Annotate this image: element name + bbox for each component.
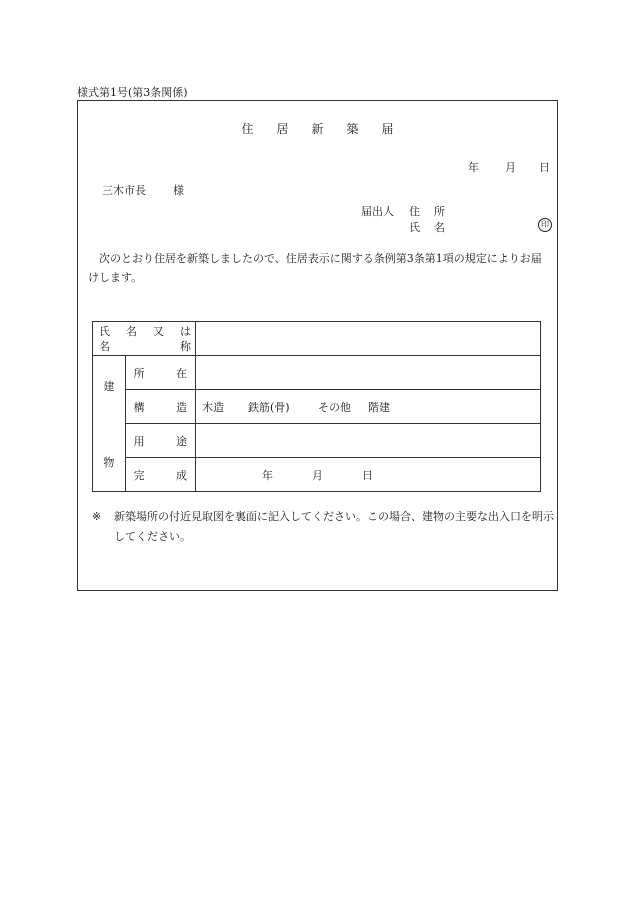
structure-field[interactable]: 木造 鉄筋(骨) その他 階建: [196, 390, 541, 424]
name-label-a: 氏: [409, 221, 420, 234]
note-mark: ※: [92, 510, 102, 523]
statement: 次のとおり住居を新築しましたので、住居表示に関する条例第3条第1項の規定によりお届けします。: [88, 252, 542, 284]
completion-label: 完 成: [125, 458, 195, 492]
location-field[interactable]: [196, 356, 541, 390]
table-row: [93, 390, 541, 424]
structure-label: 構 造: [125, 390, 195, 424]
completion-date-field[interactable]: 年 月 日: [196, 458, 541, 492]
table-row: [93, 322, 541, 356]
location-label: 所 在: [125, 356, 195, 390]
table-row: [93, 424, 541, 458]
seal-mark: 印: [538, 218, 552, 232]
address-label-b: 所: [434, 205, 445, 218]
mayor-title: 三木市長: [102, 184, 146, 197]
applicant-label: 届出人: [361, 205, 394, 218]
day-label: 日: [539, 161, 550, 174]
use-field[interactable]: [196, 424, 541, 458]
owner-name-field[interactable]: [196, 322, 541, 356]
form-number: 様式第1号(第3条関係): [77, 86, 188, 99]
form-title: 住居新築届: [241, 122, 417, 136]
building-label: 建 物: [93, 356, 126, 492]
note-text: 新築場所の付近見取図を裏面に記入してください。この場合、建物の主要な出入口を明示してください。: [114, 510, 554, 543]
owner-name-label: 氏 名 又 は 名 称: [93, 322, 196, 356]
building-table: [92, 321, 541, 492]
honorific: 様: [173, 184, 184, 197]
table-row: [93, 458, 541, 492]
table-row: [93, 356, 541, 390]
note: [92, 507, 554, 547]
year-label: 年: [468, 161, 479, 174]
name-label-b: 名: [434, 221, 445, 234]
month-label: 月: [505, 161, 516, 174]
address-label-a: 住: [409, 205, 420, 218]
use-label: 用 途: [125, 424, 195, 458]
notification-form: [77, 100, 558, 591]
